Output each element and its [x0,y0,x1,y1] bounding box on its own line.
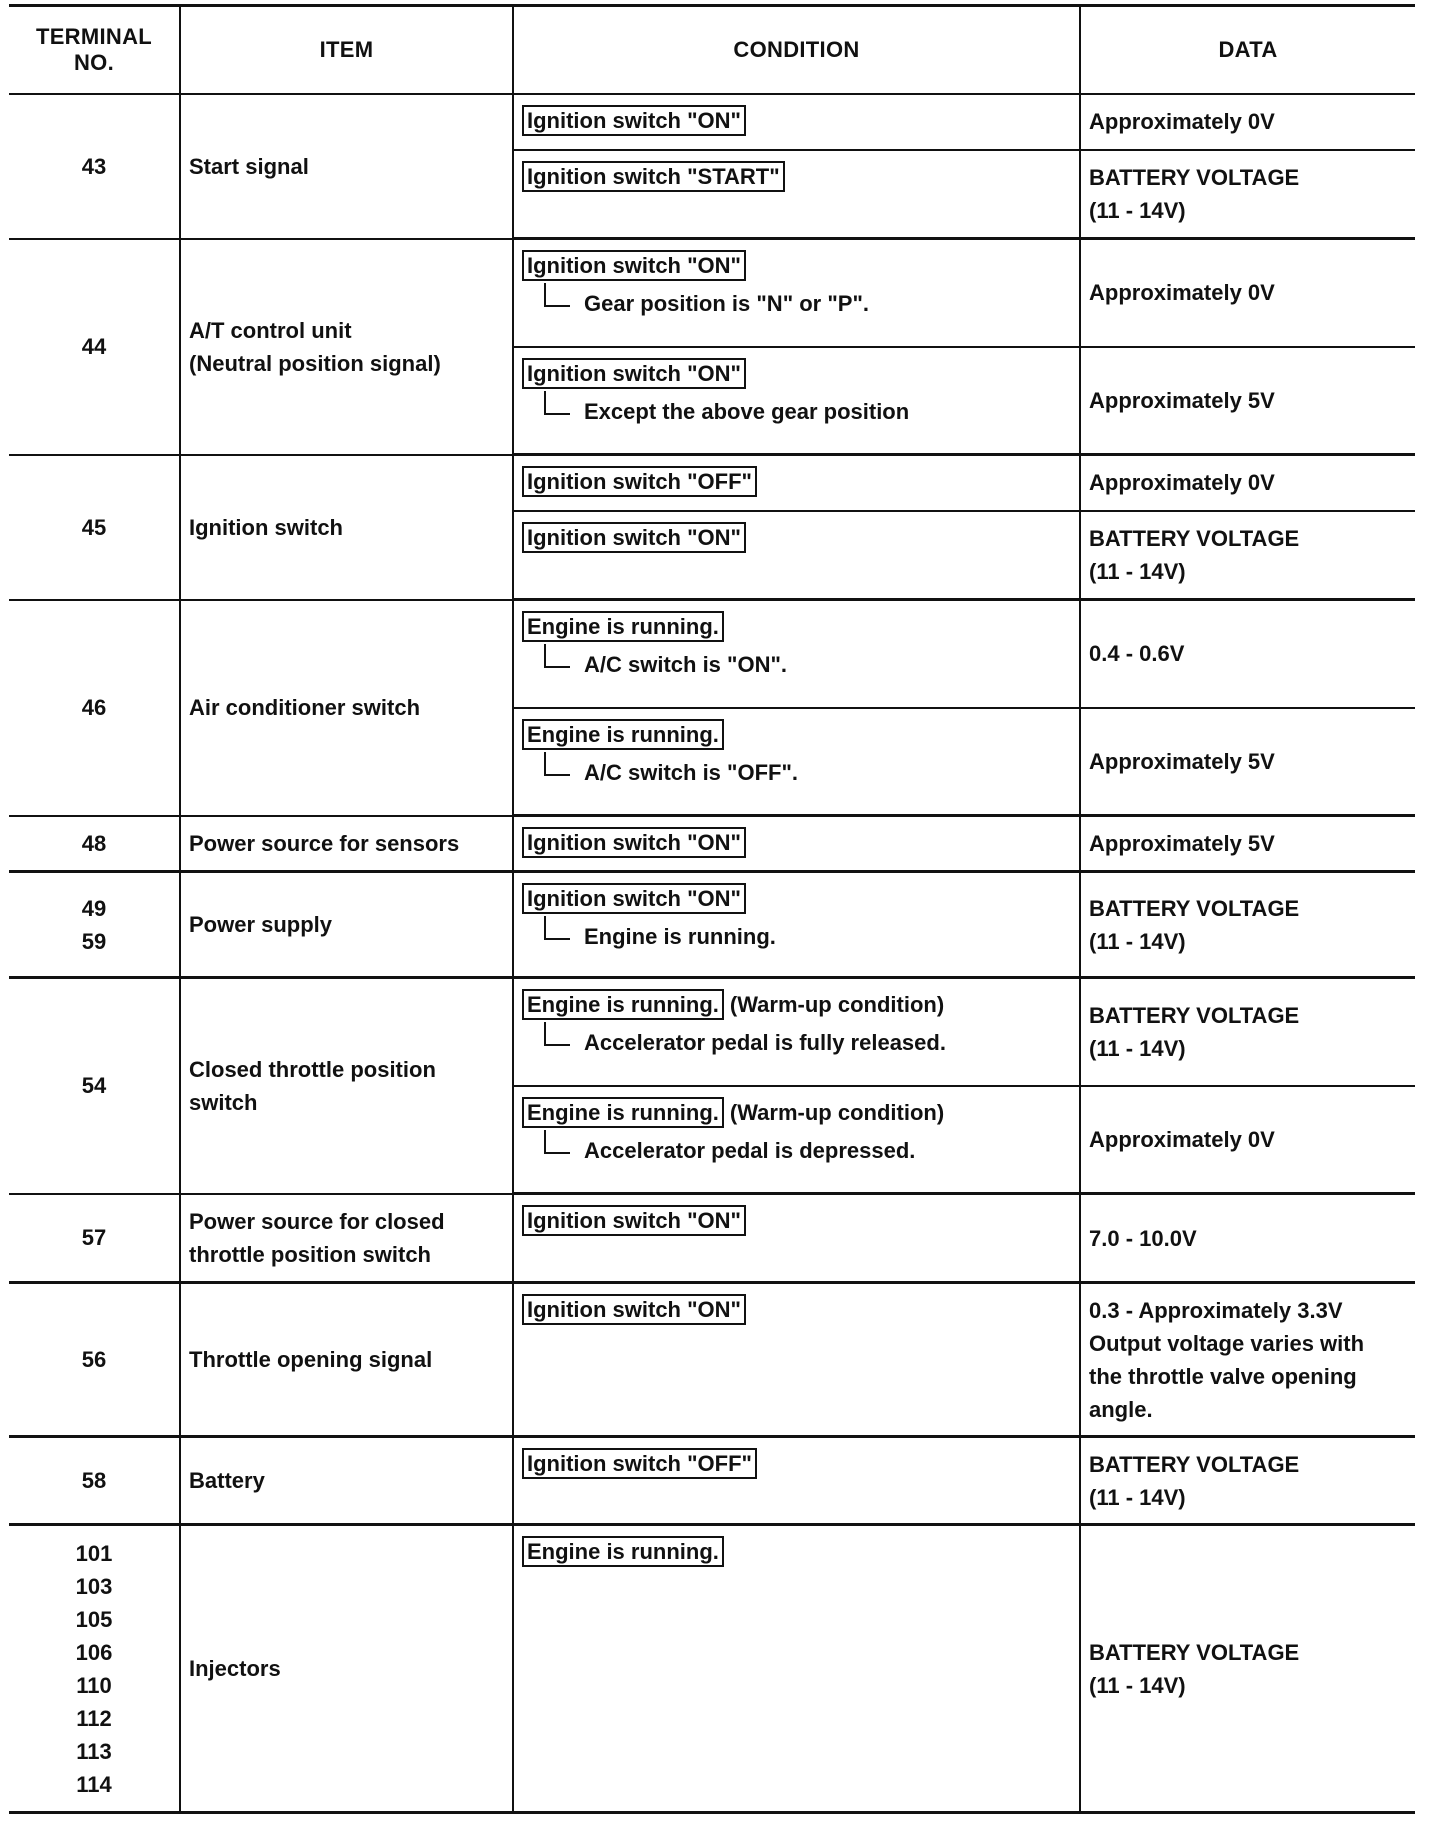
table-row [9,978,1415,1086]
terminal-line: 103 [75,1573,113,1599]
terminal-injectors [9,1525,180,1813]
item-line: Closed throttle position [189,1056,436,1082]
data-line: BATTERY VOLTAGE [1089,164,1300,190]
item-line: switch [189,1089,258,1115]
terminal-line: 114 [76,1771,112,1797]
terminal-line: 59 [81,928,107,954]
condition-cell [513,1525,1080,1813]
table-row [9,1437,1415,1525]
condition-cell [513,872,1080,978]
data-line: (11 - 14V) [1089,197,1186,223]
table-row [9,872,1415,978]
sub-condition [522,650,1079,680]
data-cell: Approximately 0V [1080,1086,1415,1194]
item-line: (Neutral position signal) [189,350,441,376]
data-line: BATTERY VOLTAGE [1089,895,1300,921]
elbow-connector-icon [544,916,570,940]
item-line: Power source for closed [189,1208,445,1234]
condition-cell [513,239,1080,347]
data-cell: Approximately 5V [1080,708,1415,816]
elbow-connector-icon [544,1022,570,1046]
sub-condition [522,922,1079,952]
condition-box: Ignition switch "ON" [522,1205,746,1236]
sub-condition [522,1028,1079,1058]
sub-condition-text: Accelerator pedal is fully released. [584,1030,946,1055]
condition-box: Engine is running. [522,1097,724,1128]
terminal-line: 105 [75,1606,113,1632]
table-row [9,1283,1415,1437]
terminal-43: 43 [9,94,180,239]
data-cell: Approximately 5V [1080,816,1415,872]
header-row [9,6,1415,94]
ecm-terminal-table [9,4,1415,1814]
table-row [9,455,1415,511]
condition-box: Ignition switch "ON" [522,522,746,553]
condition-cell [513,94,1080,150]
condition-cell [513,816,1080,872]
terminal-line: 49 [81,895,107,921]
data-cell [1080,1525,1415,1813]
data-cell: Approximately 0V [1080,239,1415,347]
terminal-46: 46 [9,600,180,816]
elbow-connector-icon [544,391,570,415]
condition-box: Ignition switch "START" [522,161,785,192]
sub-condition [522,397,1079,427]
sub-condition-text: Except the above gear position [584,398,910,424]
terminal-line: 101 [75,1540,113,1566]
sub-condition [522,758,1079,788]
terminal-49-59 [9,872,180,978]
data-cell [1080,1283,1415,1437]
item-injectors: Injectors [180,1525,513,1813]
data-cell [1080,978,1415,1086]
data-cell: 7.0 - 10.0V [1080,1194,1415,1283]
data-line: BATTERY VOLTAGE [1089,1639,1300,1665]
terminal-line: 113 [76,1738,112,1764]
condition-cell [513,1283,1080,1437]
sub-condition-text: Accelerator pedal is depressed. [584,1137,916,1163]
terminal-56: 56 [9,1283,180,1437]
terminal-line: 110 [76,1672,112,1698]
data-cell [1080,150,1415,239]
elbow-connector-icon [544,1130,570,1154]
sub-condition [522,1136,1079,1166]
item-closed-throttle-switch [180,978,513,1194]
condition-box: Ignition switch "ON" [522,827,746,858]
data-cell: Approximately 0V [1080,455,1415,511]
condition-cell [513,1437,1080,1525]
sub-condition-text: Engine is running. [584,924,776,949]
condition-cell [513,978,1080,1086]
item-at-control-unit [180,239,513,455]
condition-box: Engine is running. [522,1536,724,1567]
condition-cell [513,1194,1080,1283]
data-line: BATTERY VOLTAGE [1089,1451,1300,1477]
terminal-data-sheet [9,4,1415,1814]
header-terminal-line-1: TERMINAL [35,23,153,49]
item-start-signal: Start signal [180,94,513,239]
condition-cell [513,150,1080,239]
condition-cell [513,455,1080,511]
item-power-source-sensors: Power source for sensors [180,816,513,872]
header-condition: CONDITION [513,6,1080,94]
data-line: the throttle valve opening [1089,1363,1357,1389]
data-cell [1080,872,1415,978]
table-row [9,239,1415,347]
condition-box: Ignition switch "ON" [522,1294,746,1325]
table-row [9,1525,1415,1813]
data-line: (11 - 14V) [1089,928,1186,954]
condition-box: Engine is running. [522,719,724,750]
condition-box: Ignition switch "ON" [522,883,746,914]
terminal-48: 48 [9,816,180,872]
elbow-connector-icon [544,752,570,776]
elbow-connector-icon [544,283,570,307]
condition-cell [513,347,1080,455]
item-power-supply: Power supply [180,872,513,978]
condition-note: (Warm-up condition) [729,1099,945,1125]
data-cell: Approximately 5V [1080,347,1415,455]
item-power-source-throttle-switch [180,1194,513,1283]
item-battery: Battery [180,1437,513,1525]
sub-condition-text: A/C switch is "ON". [584,652,788,677]
terminal-44: 44 [9,239,180,455]
condition-cell [513,511,1080,600]
data-line: 0.3 - Approximately 3.3V [1089,1297,1343,1323]
header-data: DATA [1080,6,1415,94]
condition-note: (Warm-up condition) [729,992,945,1017]
terminal-54: 54 [9,978,180,1194]
data-cell: Approximately 0V [1080,94,1415,150]
header-item: ITEM [180,6,513,94]
item-line: A/T control unit [189,317,352,343]
item-air-conditioner-switch: Air conditioner switch [180,600,513,816]
condition-box: Engine is running. [522,989,724,1020]
terminal-45: 45 [9,455,180,600]
condition-cell [513,708,1080,816]
data-cell [1080,1437,1415,1525]
table-row [9,600,1415,708]
data-line: BATTERY VOLTAGE [1089,1002,1300,1028]
condition-box: Ignition switch "OFF" [522,1448,757,1479]
header-terminal-no [9,6,180,94]
data-cell [1080,511,1415,600]
data-line: (11 - 14V) [1089,1672,1186,1698]
data-line: (11 - 14V) [1089,558,1186,584]
terminal-58: 58 [9,1437,180,1525]
condition-box: Ignition switch "ON" [522,105,746,136]
terminal-57: 57 [9,1194,180,1283]
sub-condition [522,289,1079,319]
table-row [9,1194,1415,1283]
item-line: throttle position switch [189,1241,431,1267]
data-cell: 0.4 - 0.6V [1080,600,1415,708]
table-row [9,94,1415,150]
condition-cell [513,1086,1080,1194]
sub-condition-text: A/C switch is "OFF". [584,759,798,785]
data-line: BATTERY VOLTAGE [1089,525,1300,551]
elbow-connector-icon [544,644,570,668]
terminal-line: 112 [76,1705,112,1731]
item-throttle-opening-signal: Throttle opening signal [180,1283,513,1437]
condition-box: Ignition switch "OFF" [522,466,757,497]
table-row [9,816,1415,872]
condition-box: Ignition switch "ON" [522,358,746,389]
condition-box: Ignition switch "ON" [522,250,746,281]
data-line: Output voltage varies with [1089,1330,1365,1356]
sub-condition-text: Gear position is "N" or "P". [584,291,869,316]
condition-cell [513,600,1080,708]
data-line: (11 - 14V) [1089,1484,1186,1510]
data-line: (11 - 14V) [1089,1035,1186,1061]
data-line: angle. [1089,1396,1153,1422]
terminal-line: 106 [75,1639,113,1665]
condition-box: Engine is running. [522,611,724,642]
item-ignition-switch: Ignition switch [180,455,513,600]
header-terminal-line-2: NO. [73,49,114,75]
